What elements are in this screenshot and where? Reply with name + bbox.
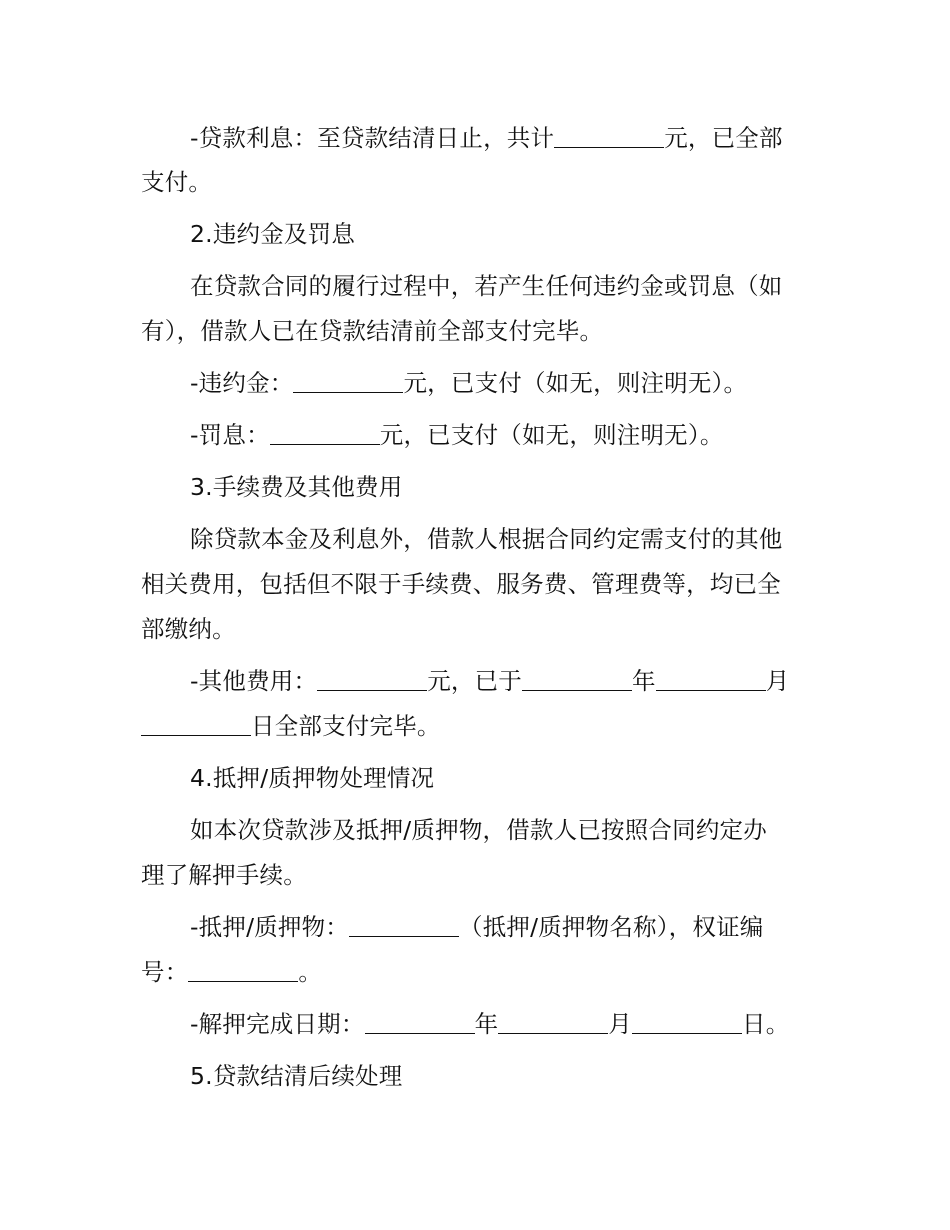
text: 部缴纳。	[141, 615, 236, 643]
text: 支付。	[141, 168, 213, 196]
text: 如本次贷款涉及抵押/质押物，借款人已按照合同约定办	[190, 816, 767, 844]
text: -解押完成日期：	[190, 1010, 365, 1038]
text: 元，已支付（如无，则注明无）。	[403, 369, 748, 397]
collateral-item-line	[190, 912, 763, 942]
text: 日。	[742, 1010, 790, 1038]
certificate-number-line	[141, 957, 322, 987]
text: 日全部支付完毕。	[251, 712, 441, 740]
other-fees-line-cont	[141, 711, 441, 741]
text: 在贷款合同的履行过程中，若产生任何违约金或罚息（如	[190, 272, 783, 300]
text: 2.违约金及罚息	[190, 220, 356, 248]
fees-paragraph-line1	[190, 524, 783, 554]
damages-amount-blank[interactable]	[293, 370, 403, 393]
penalty-amount-blank[interactable]	[270, 422, 380, 445]
certificate-number-blank[interactable]	[188, 959, 298, 982]
release-date-line	[190, 1009, 789, 1039]
text: 。	[298, 958, 323, 986]
interest-amount-blank[interactable]	[554, 125, 664, 148]
text: 相关费用，包括但不限于手续费、服务费、管理费等，均已全	[141, 570, 781, 598]
release-month-blank[interactable]	[498, 1011, 608, 1034]
text: 年	[474, 1010, 499, 1038]
section-heading-collateral	[190, 763, 434, 793]
release-day-blank[interactable]	[632, 1011, 742, 1034]
other-fees-line	[190, 666, 789, 696]
other-fees-year-blank[interactable]	[522, 668, 632, 691]
text: -违约金：	[190, 369, 294, 397]
liquidated-damages-line	[190, 368, 747, 398]
collateral-name-blank[interactable]	[349, 914, 459, 937]
text: 4.抵押/质押物处理情况	[190, 764, 435, 792]
collateral-paragraph-line1	[190, 815, 767, 845]
text: 月	[608, 1010, 632, 1038]
fees-paragraph-line3	[141, 614, 236, 644]
text: （抵押/质押物名称），权证编	[459, 913, 764, 941]
loan-interest-suffix: 元，已全部	[664, 124, 783, 152]
release-year-blank[interactable]	[365, 1011, 475, 1034]
other-fees-month-blank[interactable]	[656, 668, 766, 691]
text: 除贷款本金及利息外，借款人根据合同约定需支付的其他	[190, 525, 783, 553]
other-fees-amount-blank[interactable]	[317, 668, 427, 691]
text: 元，已支付（如无，则注明无）。	[379, 421, 724, 449]
text: -罚息：	[190, 421, 270, 449]
loan-interest-line-cont	[141, 167, 212, 197]
other-fees-day-blank[interactable]	[141, 713, 251, 736]
text: -其他费用：	[190, 667, 318, 695]
text: 理了解押手续。	[141, 861, 307, 889]
section-heading-fees	[190, 472, 402, 502]
text: 号：	[141, 958, 189, 986]
loan-interest-line	[190, 123, 783, 153]
text: 元，已于	[427, 667, 522, 695]
loan-interest-label: -贷款利息：至贷款结清日止，共计	[190, 124, 555, 152]
text: 5.贷款结清后续处理	[190, 1062, 403, 1090]
section-heading-followup	[190, 1061, 402, 1091]
text: 月	[765, 667, 790, 695]
text: 年	[632, 667, 656, 695]
text: 有），借款人已在贷款结清前全部支付完毕。	[141, 317, 604, 345]
penalty-paragraph-line2	[141, 316, 603, 346]
fees-paragraph-line2	[141, 569, 781, 599]
text: -抵押/质押物：	[190, 913, 349, 941]
section-heading-penalty	[190, 219, 355, 249]
text: 3.手续费及其他费用	[190, 473, 403, 501]
penalty-paragraph-line1	[190, 271, 783, 301]
collateral-paragraph-line2	[141, 860, 307, 890]
penalty-interest-line	[190, 420, 724, 450]
